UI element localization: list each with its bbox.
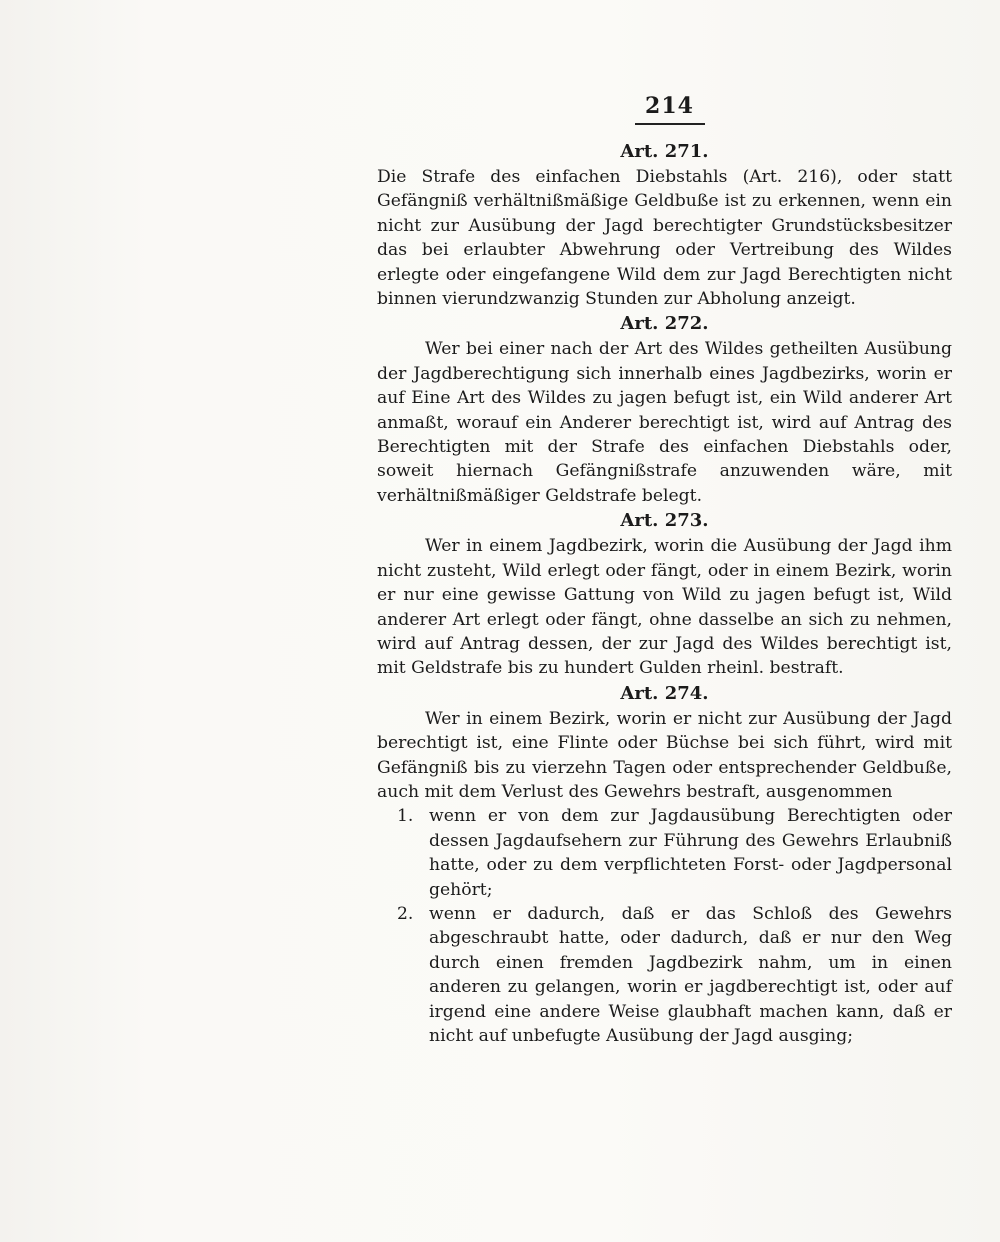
article-paragraph: Die Strafe des einfachen Diebstahls (Art. 216), oder statt Gefängniß verhältnißmäßige Geldbuße ist zu erkennen, wenn ein nicht zur Ausübung der Jagd berechtigter Grundstücksbesitzer das bei erlaubter Abwehrung oder Vertreibung des Wildes erlegte oder eingefangene Wild dem zur Jagd Berechtigten nicht binnen vierundzwanzig Stunden zur Abholung anzeigt. <box>377 167 952 310</box>
article-heading: Art. 271. <box>620 141 709 162</box>
page-number: 214 <box>645 93 694 119</box>
list-item-number: 1. <box>397 806 414 827</box>
list-item-text: wenn er dadurch, daß er das Schloß des Gewehrs abgeschraubt hatte, oder dadurch, daß er nur den Weg durch einen fremden Jagdbezirk nahm, um in einen anderen zu gelangen, worin er jagdberechtigt ist, oder auf irgend eine andere Weise glaubhaft machen kann, daß er nicht auf unbefugte Ausübung der Jagd ausging; <box>429 903 952 1046</box>
list-item <box>377 804 952 902</box>
article-heading: Art. 272. <box>620 313 709 335</box>
article-heading: Art. 273. <box>620 510 709 532</box>
article-273 <box>377 508 952 680</box>
article-heading: Art. 274. <box>620 682 709 704</box>
page-number-rule <box>635 123 705 125</box>
article-271 <box>377 139 952 311</box>
article-paragraph: Wer bei einer nach der Art des Wildes getheilten Ausübung der Jagdberechtigung sich innerhalb eines Jagdbezirks, worin er auf Eine Art des Wildes zu jagen befugt ist, ein Wild anderer Art anmaßt, worauf ein Anderer berechtigt ist, wird auf Antrag des Berechtigten mit der Strafe des einfachen Diebstahls oder, soweit hiernach Gefängnißstrafe anzuwenden wäre, mit verhältnißmäßiger Geldstrafe belegt. <box>377 339 952 506</box>
exception-list <box>377 804 952 1048</box>
article-274 <box>377 681 952 1049</box>
list-item-number: 2. <box>397 903 414 924</box>
article-272 <box>377 311 952 508</box>
page-text <box>377 95 952 1048</box>
article-paragraph: Wer in einem Jagdbezirk, worin die Ausübung der Jagd ihm nicht zusteht, Wild erlegt oder fängt, oder in einem Bezirk, worin er nur eine gewisse Gattung von Wild zu jagen befugt ist, Wild anderer Art erlegt oder fängt, ohne dasselbe an sich zu nehmen, wird auf Antrag dessen, der zur Jagd des Wildes berechtigt ist, mit Geldstrafe bis zu hundert Gulden rheinl. bestraft. <box>377 536 952 679</box>
list-item-text: wenn er von dem zur Jagdausübung Berechtigten oder dessen Jagdaufsehern zur Führung des Gewehrs Erlaubniß hatte, oder zu dem verpflichteten Forst- oder Jagdpersonal gehört; <box>429 806 952 900</box>
list-item <box>377 902 952 1048</box>
article-paragraph: Wer in einem Bezirk, worin er nicht zur Ausübung der Jagd berechtigt ist, eine Flinte oder Büchse bei sich führt, wird mit Gefängniß bis zu vierzehn Tagen oder entsprechender Geldbuße, auch mit dem Verlust des Gewehrs bestraft, ausgenommen <box>377 708 952 802</box>
